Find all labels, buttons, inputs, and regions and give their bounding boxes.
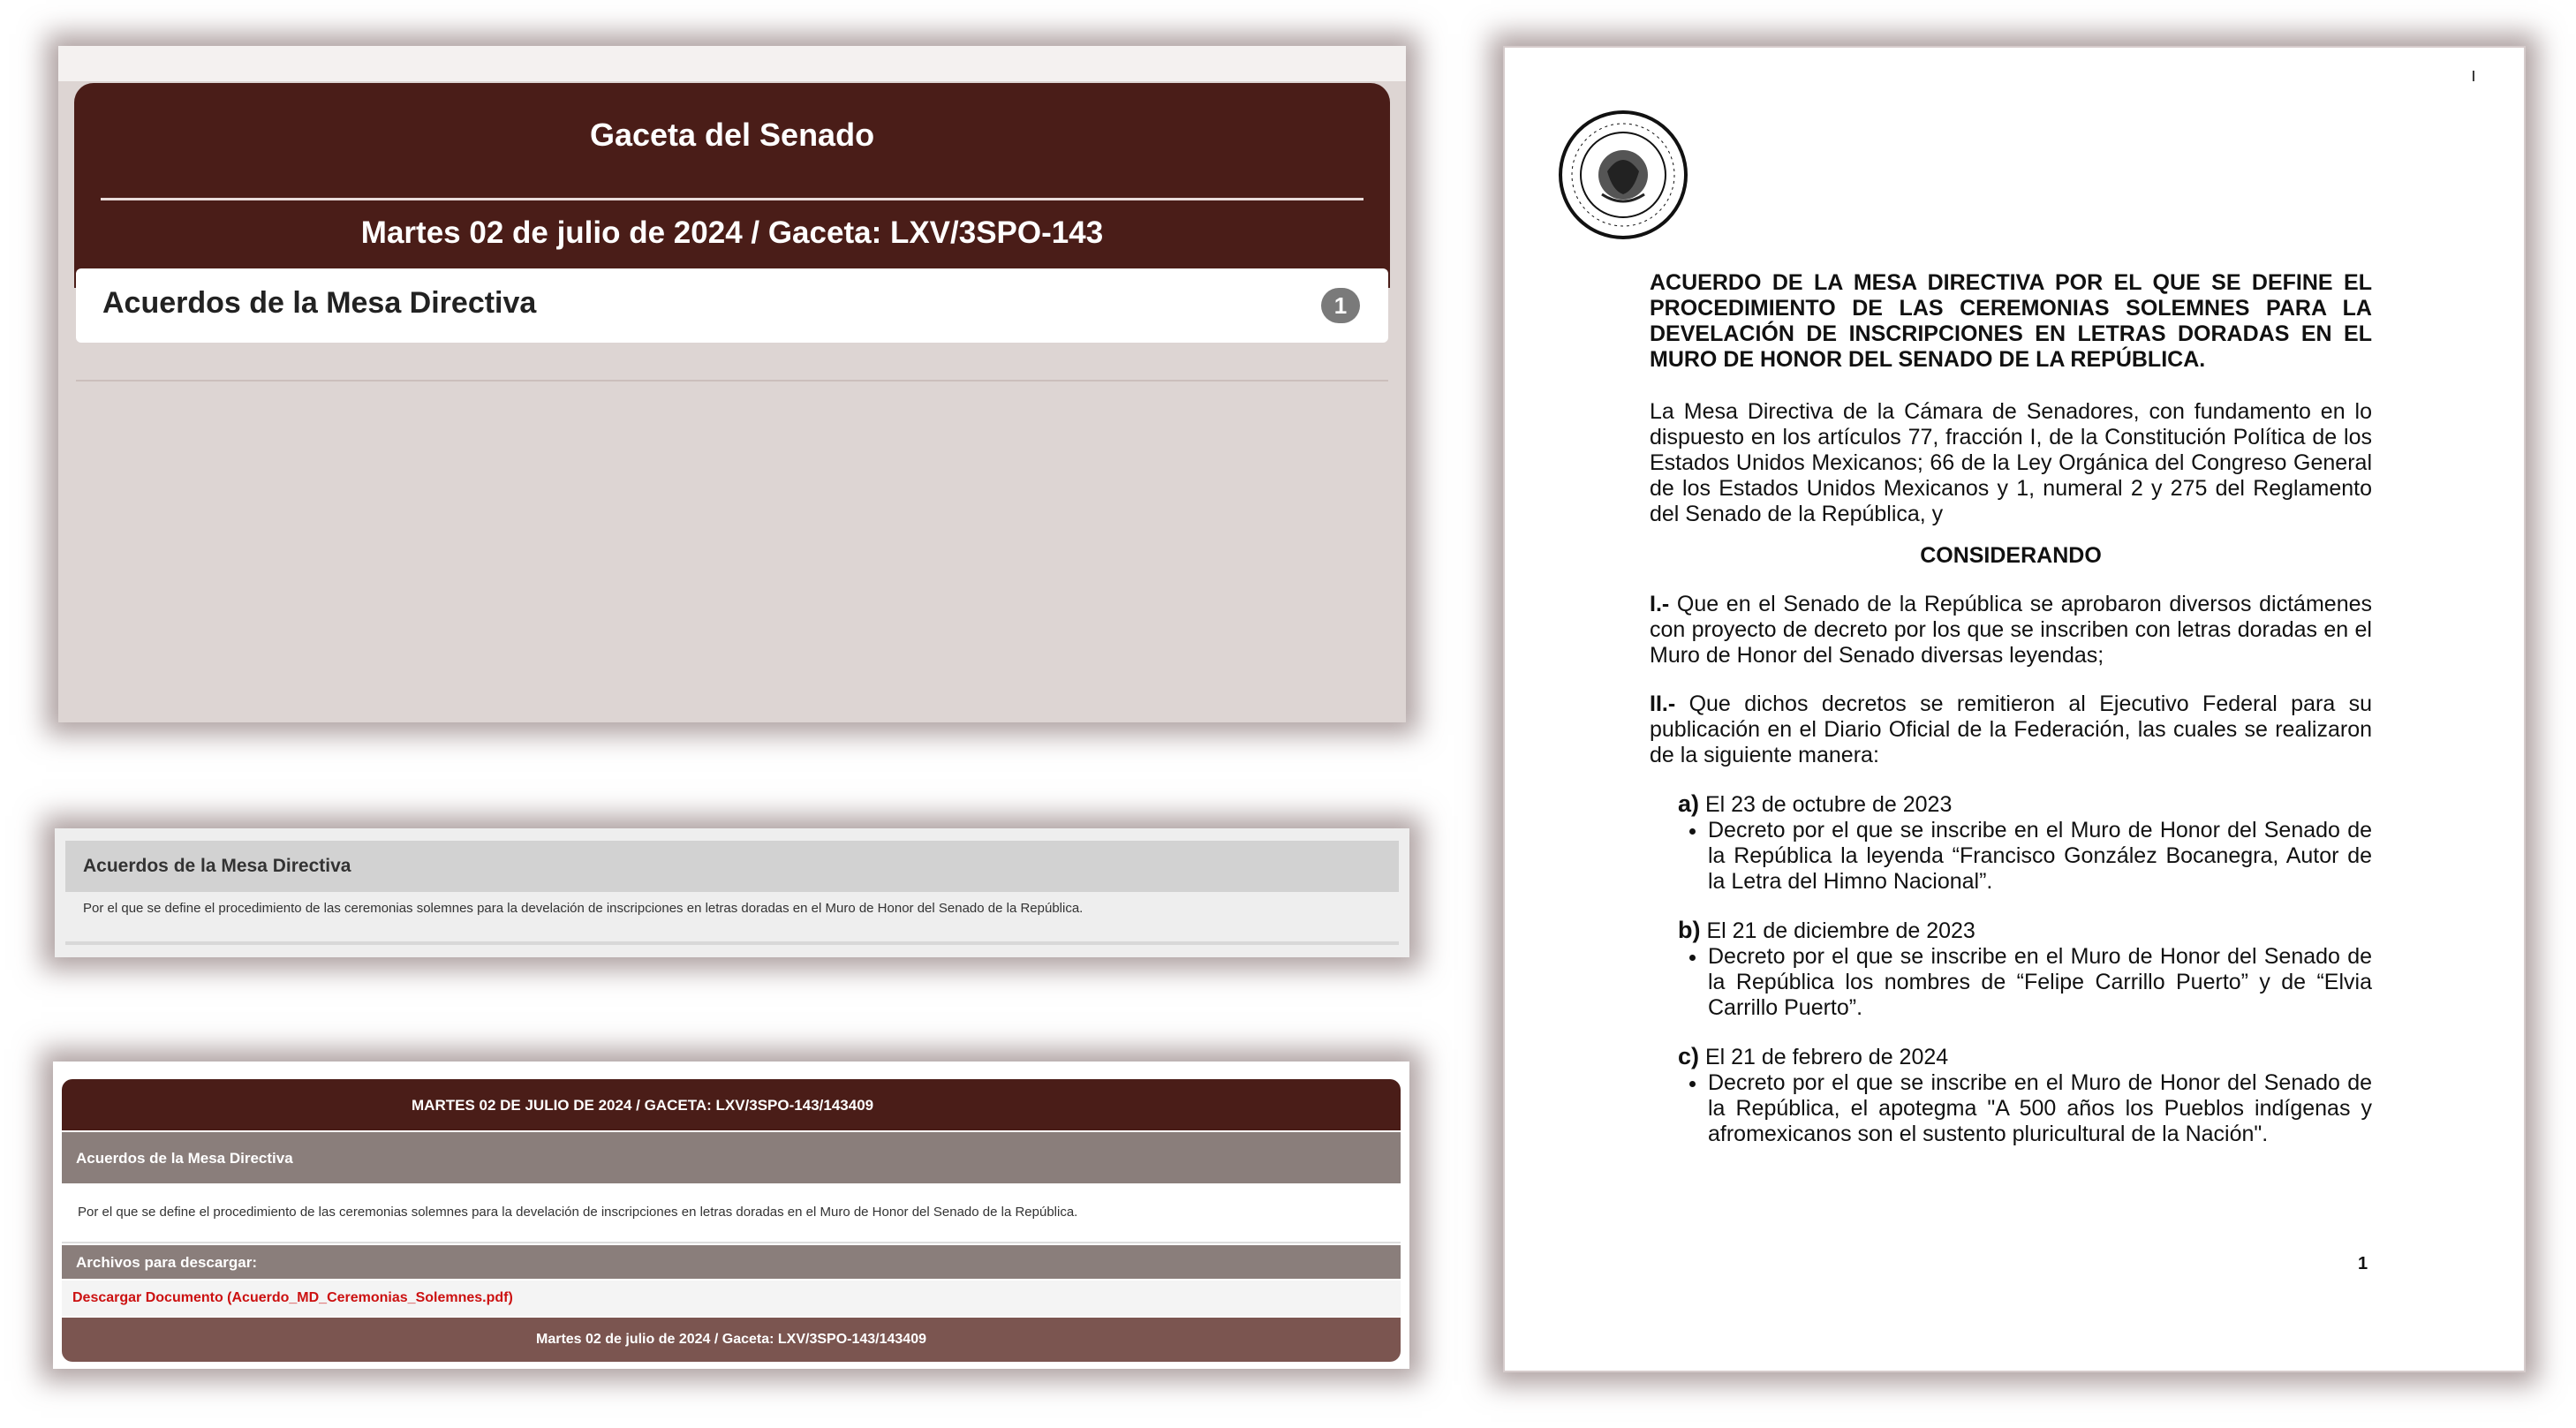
document-page — [1503, 46, 2526, 1372]
entry-date: El 21 de diciembre de 2023 — [1706, 918, 1975, 943]
gaceta-date-number: Martes 02 de julio de 2024 / Gaceta: LXV/3SPO-143 — [360, 215, 1104, 250]
gaceta-header-panel — [58, 46, 1406, 722]
detail-section-header — [62, 1132, 1401, 1183]
entry-text: • Decreto por el que se inscribe en el Muro de Honor del Senado de la República, el apotegma "A 500 años los Pueblos indígenas y afromexicanos son el sustento pluricultural de la Nación". — [1708, 1070, 2372, 1147]
detail-footer-text: Martes 02 de julio de 2024 / Gaceta: LXV/3SPO-143/143409 — [535, 1332, 926, 1347]
considerando-item-2 — [1650, 691, 2372, 768]
entry-letter: a) — [1678, 790, 1700, 817]
item-1-text: Que en el Senado de la República se aprobaron diversos dictámenes con proyecto de decreto por los que se inscriben con letras doradas en el Muro de Honor del Senado diversas leyendas; — [1650, 592, 2372, 668]
count-badge: 1 — [1321, 288, 1360, 323]
detail-header-bar — [62, 1079, 1401, 1130]
acuerdo-list-panel — [55, 828, 1409, 957]
entry-date: El 21 de febrero de 2024 — [1704, 1045, 1949, 1069]
list-divider — [76, 380, 1388, 382]
decree-entry-a — [1678, 791, 2372, 895]
entry-date: El 23 de octubre de 2023 — [1704, 792, 1953, 817]
considerando-heading: CONSIDERANDO — [1920, 543, 2102, 568]
page-number: 1 — [2358, 1254, 2368, 1273]
download-document-link[interactable]: Descargar Documento (Acuerdo_MD_Ceremonias_Solemnes.pdf) — [72, 1290, 513, 1305]
acuerdo-detail-panel — [53, 1062, 1409, 1369]
decree-entry-c — [1678, 1044, 2372, 1147]
gaceta-title: Gaceta del Senado — [589, 117, 875, 153]
item-2-text: Que dichos decretos se remitieron al Ejecutivo Federal para su publicación en el Diario Oficial de la Federación, las cuales se realizaron de la siguiente manera: — [1650, 691, 2373, 767]
entry-letter: b) — [1678, 917, 1701, 943]
section-title: Acuerdos de la Mesa Directiva — [83, 856, 351, 876]
considerando-item-1 — [1650, 592, 2372, 669]
category-label: Acuerdos de la Mesa Directiva — [102, 286, 537, 320]
entry-text: • Decreto por el que se inscribe en el Muro de Honor del Senado de la República los nombres de “Felipe Carrillo Puerto” y de “Elvia Carrillo Puerto”. — [1708, 944, 2372, 1021]
page-top-strip — [58, 46, 1406, 81]
detail-footer-bar — [62, 1318, 1401, 1362]
item-2-number: II.- — [1650, 691, 1676, 716]
section-header — [65, 841, 1399, 892]
downloads-label: Archivos para descargar: — [76, 1254, 258, 1271]
decree-entry-b — [1678, 918, 2372, 1021]
document-preamble: La Mesa Directiva de la Cámara de Senadores, con fundamento en lo dispuesto en los artículos 77, fracción I, de la Constitución Política de los Estados Unidos Mexicanos; 66 de la Ley Orgánica del Congreso General de los Estados Unidos Mexicanos y 1, numeral 2 y 275 del Reglamento del Senado de la República, y — [1650, 399, 2372, 526]
detail-description: Por el que se define el procedimiento de las ceremonias solemnes para la develación de inscripciones en letras doradas en el Muro de Honor del Senado de la República. — [78, 1205, 1078, 1220]
panel-divider — [65, 941, 1399, 945]
detail-header-text: MARTES 02 DE JULIO DE 2024 / GACETA: LXV/3SPO-143/143409 — [412, 1097, 874, 1114]
acuerdo-description-link[interactable]: Por el que se define el procedimiento de las ceremonias solemnes para la develación de inscripciones en letras doradas en el Muro de Honor del Senado de la República. — [83, 901, 1084, 916]
corner-mark: ı — [2470, 64, 2476, 86]
document-body — [1650, 270, 2372, 1147]
header-divider — [101, 198, 1364, 200]
category-row-acuerdos[interactable] — [76, 268, 1388, 343]
detail-description-box — [62, 1183, 1401, 1243]
entry-letter: c) — [1678, 1043, 1700, 1069]
downloads-header — [62, 1245, 1401, 1279]
entry-text: • Decreto por el que se inscribe en el Muro de Honor del Senado de la República la leyenda “Francisco González Bocanegra, Autor de la Letra del Himno Nacional”. — [1708, 818, 2372, 895]
item-1-number: I.- — [1650, 592, 1670, 616]
detail-section-title: Acuerdos de la Mesa Directiva — [76, 1150, 293, 1167]
download-row — [62, 1281, 1401, 1316]
document-title: ACUERDO DE LA MESA DIRECTIVA POR EL QUE SE DEFINE EL PROCEDIMIENTO DE LAS CEREMONIAS SOLEMNES PARA LA DEVELACIÓN DE INSCRIPCIONES EN LETRAS DORADAS EN EL MURO DE HONOR DEL SENADO DE LA REPÚBLICA. — [1650, 270, 2372, 372]
gaceta-header — [74, 83, 1390, 288]
senate-seal-icon — [1558, 110, 1688, 240]
